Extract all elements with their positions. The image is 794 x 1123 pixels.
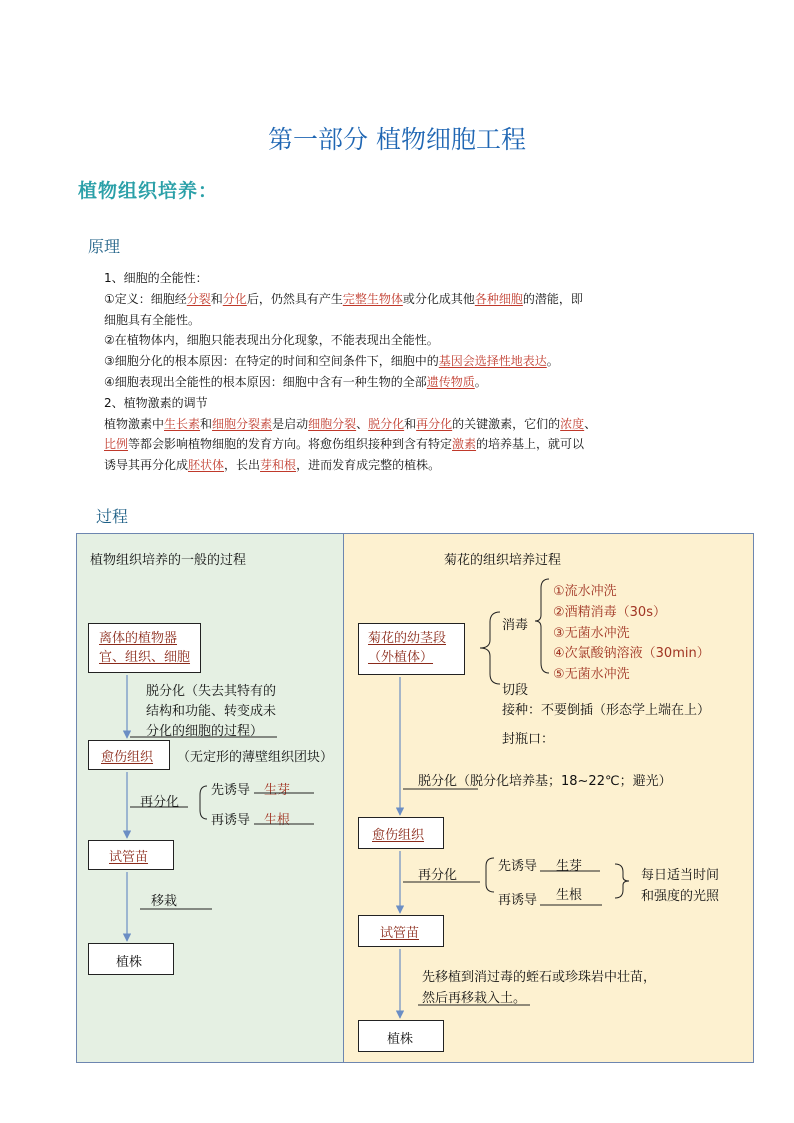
disinfect-label: 消毒 — [502, 618, 529, 633]
plant-box-left: 植株 — [88, 943, 174, 975]
principle-line-5: ③细胞分化的根本原因：在特定的时间和空间条件下，细胞中的基因会选择性地表达。 — [104, 354, 559, 369]
rediff-label-right: 再分化 — [418, 868, 458, 883]
plant-box-right: 植株 — [358, 1020, 444, 1052]
explant-box: 离体的植物器 官、组织、细胞 — [88, 623, 201, 673]
induce-bud-label-left: 先诱导 — [211, 783, 251, 798]
principle-line-2: ①定义：细胞经分裂和分化后，仍然具有产生完整生物体或分化成其他各种细胞的潜能，即 — [104, 291, 583, 306]
principle-line-8: 植物激素中生长素和细胞分裂素是启动细胞分裂、脱分化和再分化的关键激素，它们的浓度、 — [104, 416, 597, 431]
light-note-1: 每日适当时间 — [641, 868, 720, 883]
tube-seedling-box-right: 试管苗 — [358, 915, 444, 947]
transplant-label: 移栽 — [151, 894, 178, 909]
callus-note: （无定形的薄壁组织团块） — [177, 750, 334, 765]
induce-root-label-left: 再诱导 — [211, 813, 251, 828]
disinfect-step-2: ②酒精消毒（30s） — [553, 605, 666, 620]
tube-seedling-box-left: 试管苗 — [88, 840, 174, 870]
principle-line-3: 细胞具有全能性。 — [104, 312, 201, 327]
move-note-1: 先移植到消过毒的蛭石或珍珠岩中壮苗， — [422, 970, 657, 985]
bud-label-right: 生芽 — [556, 859, 583, 874]
stem-explant-box: 菊花的幼茎段 （外植体） — [358, 623, 465, 675]
page-title: 第一部分 植物细胞工程 — [268, 125, 526, 154]
callus-box-right: 愈伤组织 — [358, 817, 444, 849]
disinfect-step-3: ③无菌水冲洗 — [553, 626, 630, 641]
induce-root-label-right: 再诱导 — [498, 893, 538, 908]
dediff-text-1: 脱分化（失去其特有的 — [146, 684, 277, 699]
disinfect-step-1: ①流水冲洗 — [553, 584, 617, 599]
rediff-label-left: 再分化 — [140, 795, 180, 810]
disinfect-step-4: ④次氯酸钠溶液（30min） — [553, 646, 710, 661]
chrysanthemum-header: 菊花的组织培养过程 — [444, 553, 562, 568]
light-note-2: 和强度的光照 — [641, 889, 720, 904]
general-process-header: 植物组织培养的一般的过程 — [90, 553, 247, 568]
dediff-text-2: 结构和功能、转变成未 — [146, 704, 277, 719]
dediff-label-right: 脱分化（脱分化培养基；18~22℃；避光） — [418, 774, 672, 789]
inoculate-label: 接种：不要倒插（形态学上端在上） — [502, 703, 711, 718]
principle-line-4: ②在植物体内，细胞只能表现出分化现象，不能表现出全能性。 — [104, 333, 439, 348]
principle-line-9: 比例等都会影响植物细胞的发育方向。将愈伤组织接种到含有特定激素的培养基上，就可以 — [104, 437, 585, 452]
principle-line-10: 诱导其再分化成胚状体，长出芽和根，进而发育成完整的植株。 — [104, 458, 441, 473]
move-note-2: 然后再移栽入土。 — [422, 991, 527, 1006]
cut-label: 切段 — [502, 683, 529, 698]
disinfect-step-5: ⑤无菌水冲洗 — [553, 667, 630, 682]
principle-line-7: 2、植物激素的调节 — [104, 395, 208, 410]
principle-text — [104, 268, 684, 476]
root-label-left: 生根 — [264, 813, 291, 828]
seal-label: 封瓶口： — [502, 732, 555, 747]
dediff-text-3: 分化的细胞的过程） — [146, 724, 264, 739]
bud-label-left: 生芽 — [264, 783, 291, 798]
section-heading: 植物组织培养： — [78, 180, 219, 202]
principle-line-1: 1、细胞的全能性： — [104, 271, 208, 285]
principle-line-6: ④细胞表现出全能性的根本原因：细胞中含有一种生物的全部遗传物质。 — [104, 374, 487, 389]
induce-bud-label-right: 先诱导 — [498, 859, 538, 874]
process-heading: 过程 — [96, 507, 129, 526]
callus-box-left: 愈伤组织 — [88, 740, 170, 770]
general-process-panel — [76, 533, 343, 1063]
root-label-right: 生根 — [556, 888, 583, 903]
principle-heading: 原理 — [88, 237, 121, 256]
